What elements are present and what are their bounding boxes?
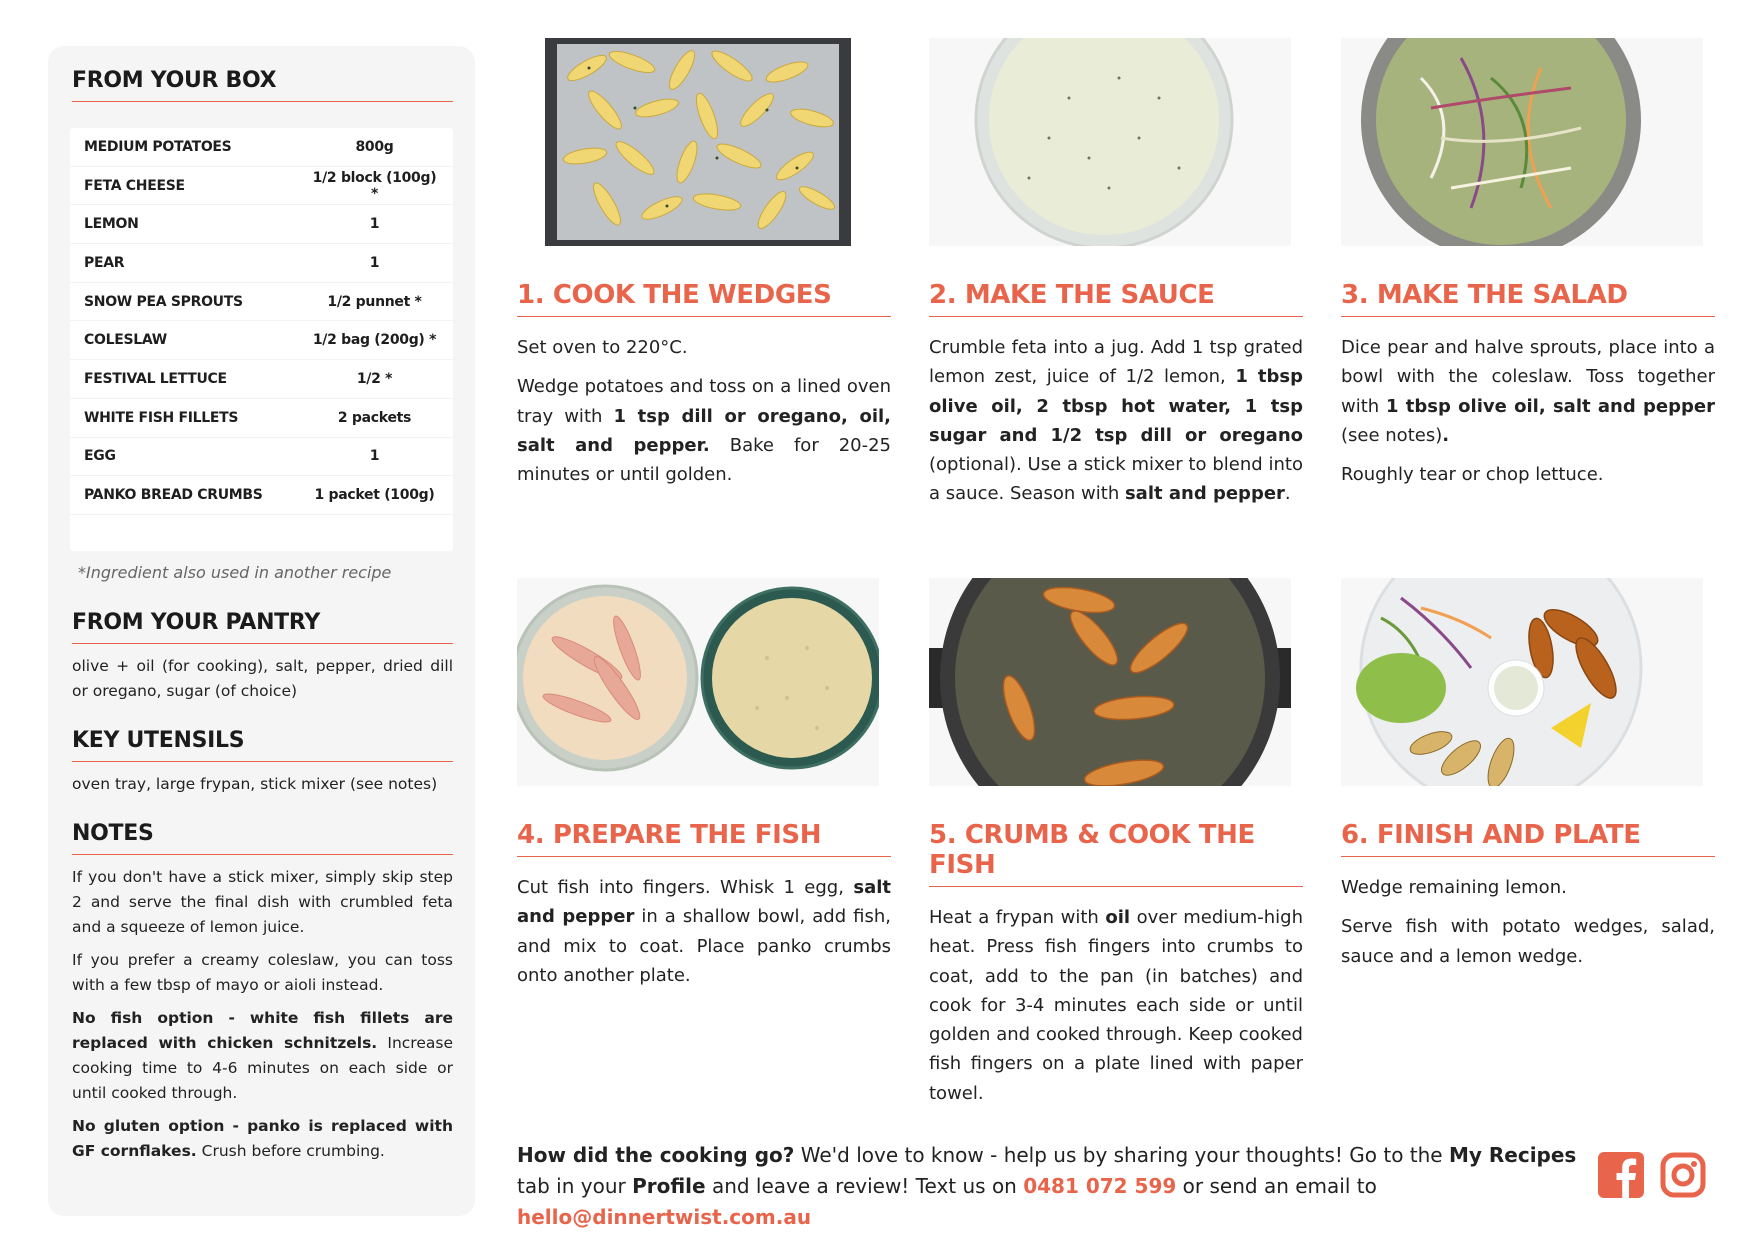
ingredient-row (70, 205, 453, 244)
notes-title: NOTES (72, 821, 453, 855)
step-6-text: Serve fish with potato wedges, salad, sauce and a lemon wedge. (1341, 916, 1715, 967)
ingredient-row (70, 476, 453, 515)
step-1-text: Wedge potatoes and toss on a lined oven tray with 1 tsp dill or oregano, oil, salt and pepper. Bake for 20-25 minutes or until golden. (517, 376, 891, 486)
ingredient-row (70, 438, 453, 477)
utensils-text: oven tray, large frypan, stick mixer (see notes) (72, 774, 438, 793)
step-1-title: 1. COOK THE WEDGES (517, 280, 891, 317)
ingredient-row (70, 128, 453, 167)
ingredient-name: FETA CHEESE (84, 177, 185, 194)
step-2-text: Crumble feta into a jug. Add 1 tsp grated lemon zest, juice of 1/2 lemon, 1 tbsp olive oil, 2 tbsp hot water, 1 tsp sugar and 1/2 tsp dill or oregano (optional). Use a stick mixer to blend into a sauce. Season with salt and pepper. (929, 337, 1303, 505)
step-1 (517, 38, 891, 489)
ingredient-qty: 1/2 block (100g) * (312, 169, 437, 202)
step-4-title: 4. PREPARE THE FISH (517, 820, 891, 857)
ingredient-footnote: *Ingredient also used in another recipe (78, 562, 392, 582)
notes-section (70, 821, 453, 1164)
step-3-title: 3. MAKE THE SALAD (1341, 280, 1715, 317)
step-5-text: Heat a frypan with oil over medium-high heat. Press fish fingers into crumbs to coat, add to the pan (in batches) and cook for 3-4 minutes each side or until golden and cooked through. Keep cooked fish fingers on a plate lined with paper towel. (929, 907, 1303, 1104)
ingredient-row (70, 244, 453, 283)
utensils-title: KEY UTENSILS (72, 728, 453, 762)
ingredient-name: PEAR (84, 254, 125, 271)
note-rest: Crush before crumbing. (196, 1141, 385, 1160)
step-6-photo (1341, 578, 1703, 786)
step-6-text: Wedge remaining lemon. (1341, 877, 1567, 898)
footer-question: How did the cooking go? (517, 1143, 795, 1167)
ingredient-name: LEMON (84, 216, 139, 233)
note-bold: No gluten option - panko is replaced with GF cornflakes. (72, 1116, 453, 1160)
step-3-text: Roughly tear or chop lettuce. (1341, 464, 1604, 486)
step-4-text: Cut fish into fingers. Whisk 1 egg, salt and pepper in a shallow bowl, add fish, and mix to coat. Place panko crumbs onto another plate. (517, 877, 892, 986)
step-1-photo (517, 38, 879, 246)
note: If you prefer a creamy coleslaw, you can toss with a few tbsp of mayo or aioli instead. (72, 950, 453, 994)
ingredient-name: SNOW PEA SPROUTS (84, 293, 243, 310)
phone-link[interactable]: 0481 072 599 (1023, 1174, 1177, 1198)
note: If you don't have a stick mixer, simply skip step 2 and serve the final dish with crumbled feta and a squeeze of lemon juice. (72, 867, 453, 936)
ingredients-table (70, 128, 453, 551)
ingredients-panel (48, 46, 475, 1216)
box-title: FROM YOUR BOX (72, 68, 453, 102)
utensils-section (70, 728, 453, 797)
ingredient-row (70, 360, 453, 399)
note (72, 1006, 453, 1106)
step-3-photo (1341, 38, 1703, 246)
note (72, 1114, 453, 1164)
footer-text: and leave a review! Text us on (705, 1174, 1024, 1198)
step-3-text: Dice pear and halve sprouts, place into a bowl with the coleslaw. Toss together with 1 tbsp olive oil, salt and pepper (see notes). (1341, 337, 1715, 446)
step-4 (517, 578, 891, 990)
step-5 (929, 578, 1303, 1108)
ingredient-name: COLESLAW (84, 332, 167, 349)
ingredient-name: EGG (84, 448, 116, 465)
step-6 (1341, 578, 1715, 971)
ingredient-row (70, 321, 453, 360)
ingredient-qty: 1/2 punnet * (327, 293, 422, 310)
email-link[interactable]: hello@dinnertwist.com.au (517, 1205, 812, 1229)
ingredient-row (70, 399, 453, 438)
pantry-section (70, 610, 453, 704)
footer-text: We'd love to know - help us by sharing your thoughts! Go to the (794, 1143, 1449, 1167)
ingredient-row (70, 167, 453, 206)
ingredient-name: WHITE FISH FILLETS (84, 409, 239, 426)
ingredient-qty: 1 (369, 216, 380, 233)
note-bold: No fish option - white fish fillets are replaced with chicken schnitzels. (72, 1008, 453, 1052)
ingredient-qty: 1/2 bag (200g) * (312, 332, 437, 349)
footer-text: or send an email to (1176, 1174, 1377, 1198)
review-footer (517, 1140, 1577, 1233)
facebook-icon[interactable] (1598, 1152, 1644, 1198)
pantry-text: olive + oil (for cooking), salt, pepper, dried dill or oregano, sugar (of choice) (72, 656, 453, 700)
instagram-icon[interactable] (1660, 1152, 1706, 1198)
step-5-title: 5. CRUMB & COOK THE FISH (929, 820, 1303, 887)
ingredient-qty: 1 (369, 448, 380, 465)
my-recipes-tab-text: My Recipes (1448, 1143, 1577, 1167)
social-links (1598, 1152, 1706, 1198)
step-1-text: Set oven to 220°C. (517, 337, 688, 358)
footer-text: tab in your (517, 1174, 633, 1198)
ingredient-qty: 800g (355, 138, 394, 155)
step-5-photo (929, 578, 1291, 786)
ingredient-qty: 1 (369, 254, 380, 271)
ingredient-qty: 2 packets (337, 409, 412, 426)
ingredient-qty: 1 packet (100g) (314, 487, 435, 504)
step-2 (929, 38, 1303, 509)
ingredient-qty: 1/2 * (356, 370, 393, 387)
ingredient-row (70, 283, 453, 322)
note-rest: Increase cooking time to 4-6 minutes on each side or until cooked through. (72, 1033, 453, 1102)
ingredient-name: PANKO BREAD CRUMBS (84, 487, 263, 504)
pantry-title: FROM YOUR PANTRY (72, 610, 453, 644)
ingredient-name: FESTIVAL LETTUCE (84, 370, 227, 387)
step-6-title: 6. FINISH AND PLATE (1341, 820, 1715, 857)
ingredient-name: MEDIUM POTATOES (84, 138, 232, 155)
profile-text: Profile (632, 1174, 706, 1198)
step-3 (1341, 38, 1715, 489)
step-4-photo (517, 578, 879, 786)
step-2-title: 2. MAKE THE SAUCE (929, 280, 1303, 317)
step-2-photo (929, 38, 1291, 246)
